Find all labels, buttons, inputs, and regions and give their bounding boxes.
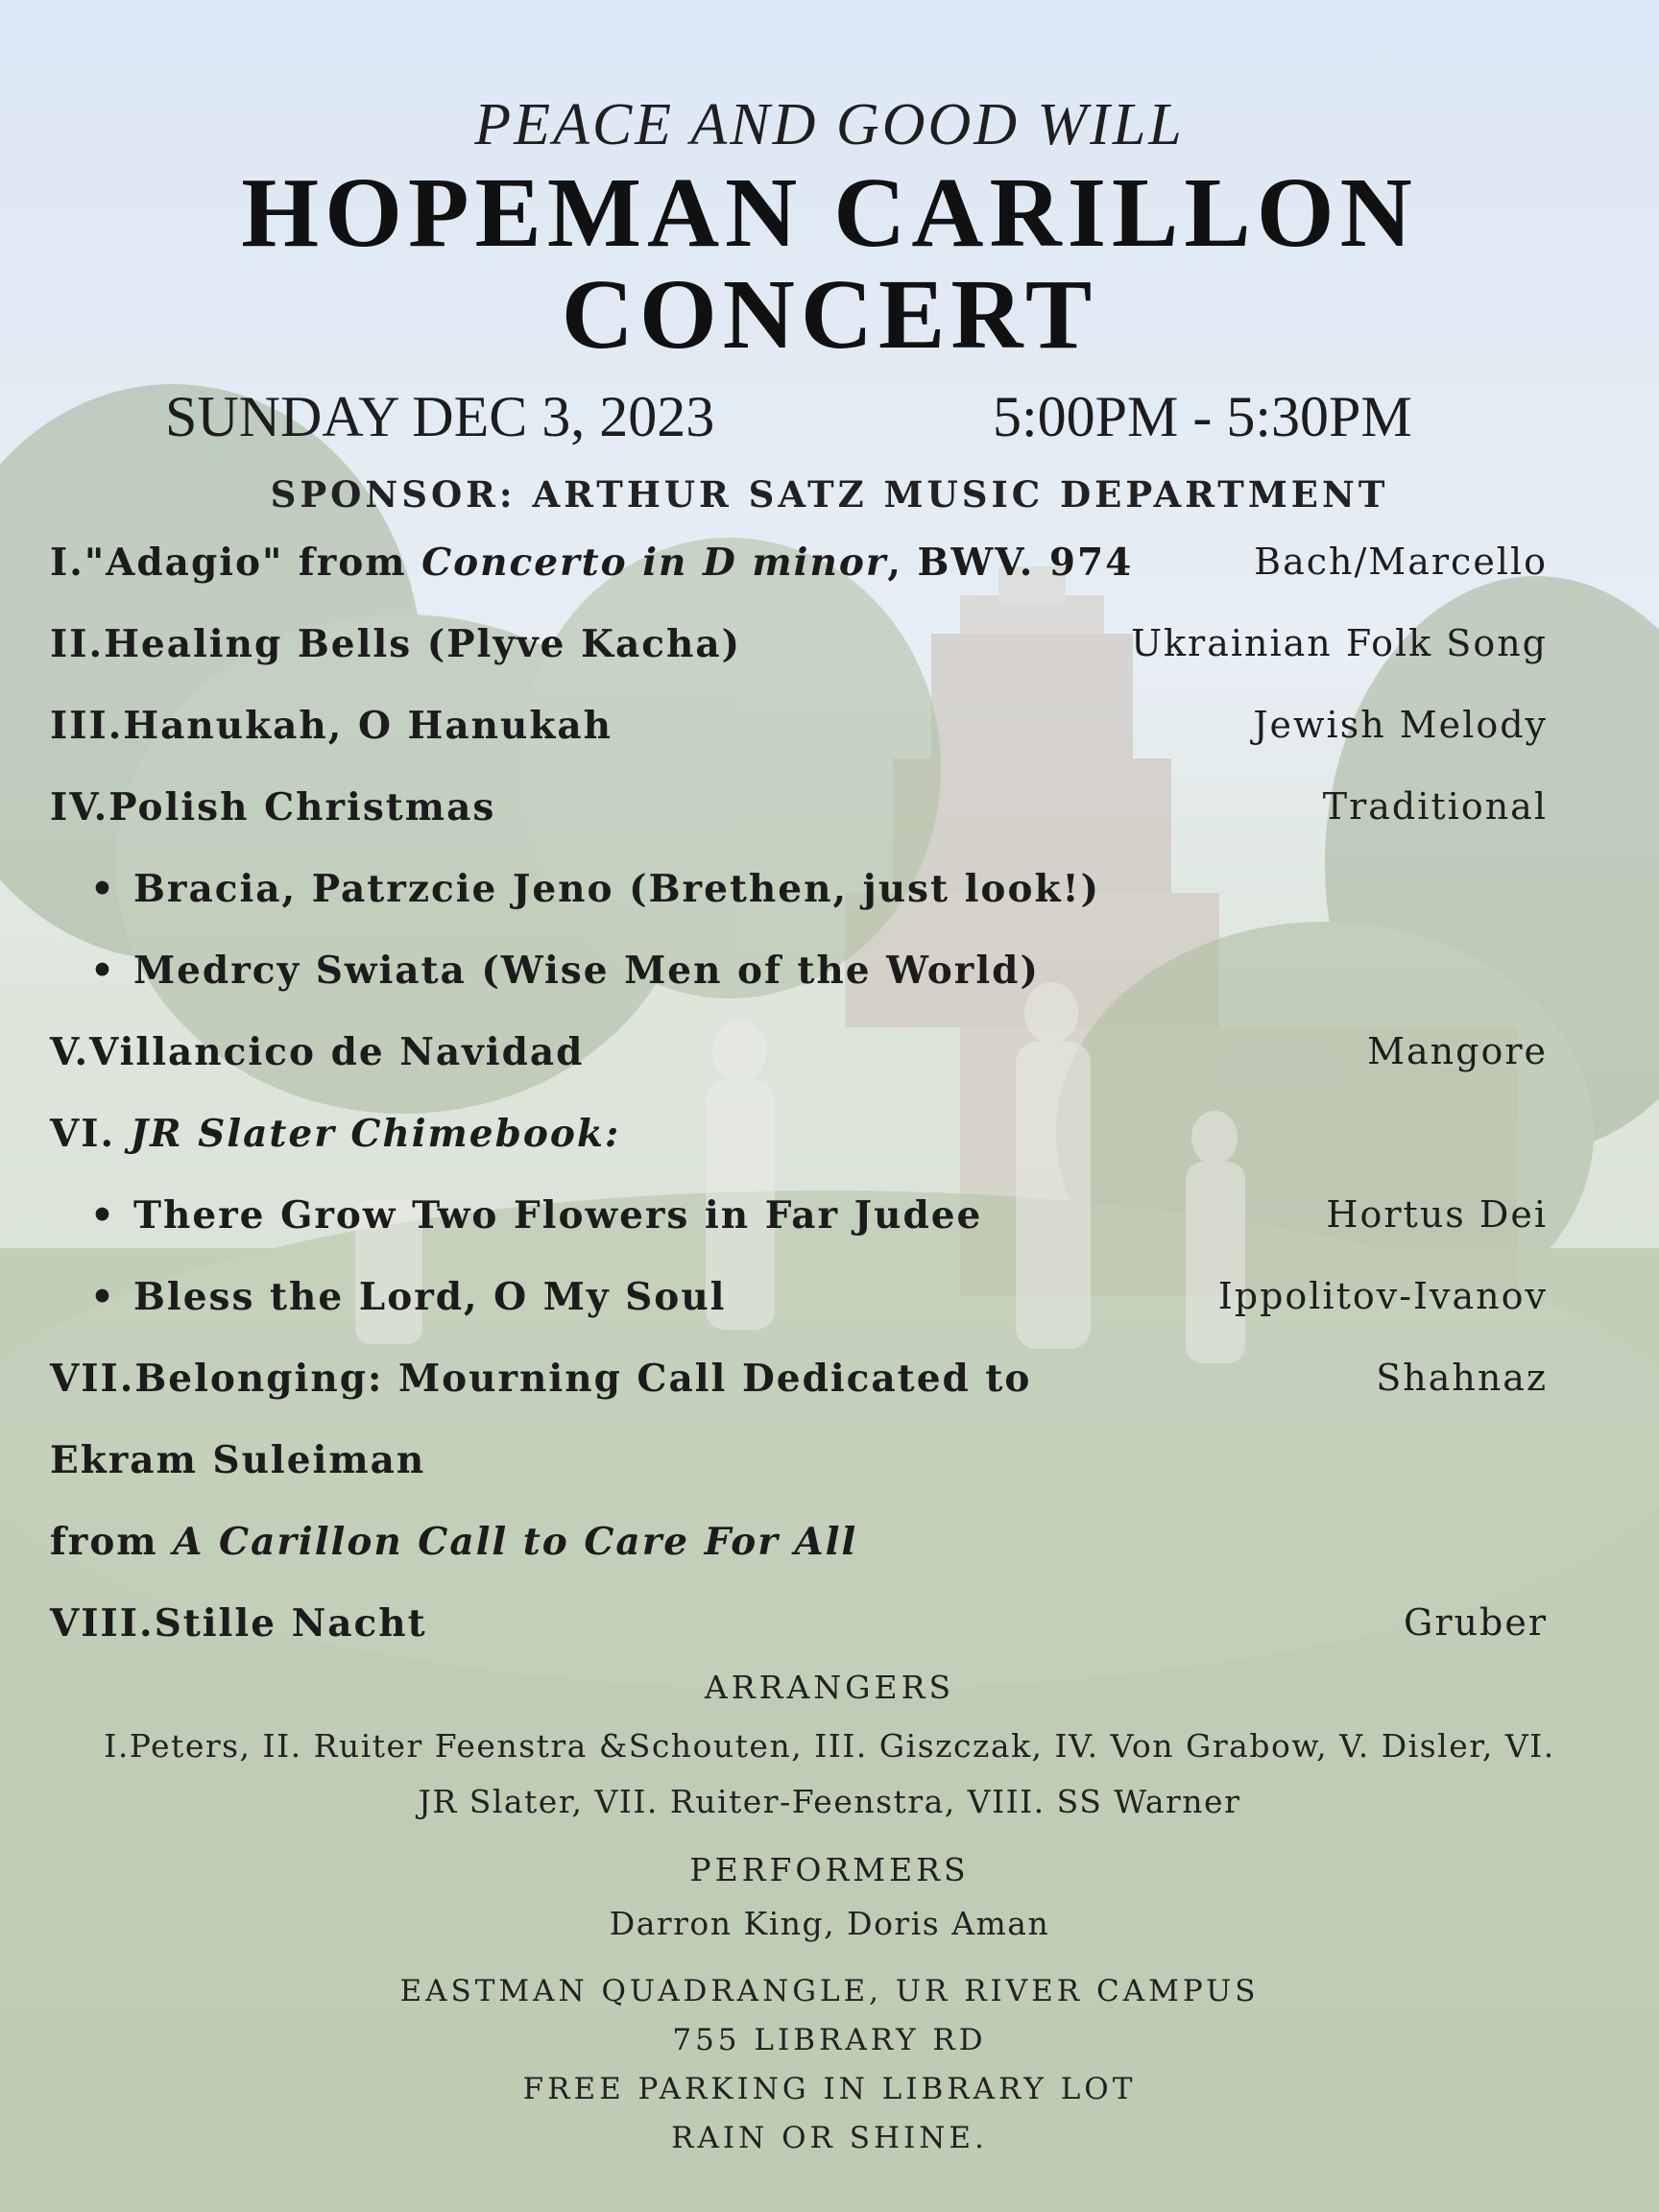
piece-work: JR Slater Chimebook:	[130, 1112, 621, 1156]
piece-work: A Carillon Call to Care For All	[173, 1520, 858, 1564]
venue-address: 755 LIBRARY RD	[672, 2023, 987, 2057]
composer: Ukrainian Folk Song	[1131, 622, 1548, 664]
program-item-7	[50, 1357, 1548, 1414]
program-item-1	[50, 541, 1548, 598]
bullet-icon: •	[90, 949, 116, 993]
poster-title-line1: HOPEMAN CARILLON	[241, 157, 1418, 268]
event-time: 5:00PM - 5:30PM	[993, 385, 1412, 448]
piece-title: IV.Polish Christmas	[50, 785, 496, 830]
bullet-icon: •	[90, 1193, 116, 1238]
piece-title	[90, 1275, 727, 1319]
sponsor-line: SPONSOR: ARTHUR SATZ MUSIC DEPARTMENT	[270, 473, 1389, 516]
program-subitem	[50, 867, 1548, 925]
piece-prefix: from	[50, 1520, 174, 1564]
piece-prefix: VI.	[50, 1112, 131, 1156]
composer: Mangore	[1367, 1030, 1548, 1072]
arrangers-line2: JR Slater, VII. Ruiter-Feenstra, VIII. SS Warner	[418, 1783, 1241, 1820]
subpiece-text: Bracia, Patrzcie Jeno (Brethen, just look!)	[132, 867, 1101, 911]
performers-heading: PERFORMERS	[689, 1851, 970, 1888]
program-item-4	[50, 785, 1548, 843]
program-item-3	[50, 704, 1548, 761]
piece-title	[90, 949, 1040, 993]
composer: Traditional	[1322, 785, 1548, 828]
arrangers-line1: I.Peters, II. Ruiter Feenstra &Schouten, III. Giszczak, IV. Von Grabow, V. Disler, VI.	[104, 1727, 1555, 1765]
arrangers-heading: ARRANGERS	[704, 1669, 955, 1706]
composer: Shahnaz	[1376, 1357, 1548, 1399]
piece-title	[50, 1520, 857, 1564]
program-subitem	[50, 1275, 1548, 1333]
piece-title: III.Hanukah, O Hanukah	[50, 704, 613, 748]
piece-prefix: I."Adagio" from	[50, 541, 422, 585]
poster-title-line2: CONCERT	[561, 259, 1098, 370]
bullet-icon: •	[90, 1275, 116, 1319]
venue-parking: FREE PARKING IN LIBRARY LOT	[522, 2072, 1137, 2106]
piece-title: Ekram Suleiman	[50, 1438, 426, 1482]
program-subitem	[50, 1193, 1548, 1251]
program-item-7-source	[50, 1520, 1548, 1577]
composer: Ippolitov-Ivanov	[1217, 1275, 1548, 1317]
program-item-8	[50, 1601, 1548, 1659]
piece-title: V.Villancico de Navidad	[50, 1030, 585, 1074]
piece-suffix: , BWV. 974	[887, 541, 1134, 585]
composer: Bach/Marcello	[1254, 541, 1548, 583]
program-item-7-cont	[50, 1438, 1548, 1496]
program-item-5	[50, 1030, 1548, 1088]
bullet-icon: •	[90, 867, 116, 911]
program-item-6	[50, 1112, 1548, 1169]
piece-work: Concerto in D minor	[421, 541, 888, 585]
subpiece-text: There Grow Two Flowers in Far Judee	[132, 1193, 983, 1238]
program-subitem	[50, 949, 1548, 1006]
subpiece-text: Medrcy Swiata (Wise Men of the World)	[132, 949, 1040, 993]
piece-title	[50, 541, 1133, 585]
program-item-2	[50, 622, 1548, 680]
composer: Gruber	[1404, 1601, 1548, 1644]
venue-line1: EASTMAN QUADRANGLE, UR RIVER CAMPUS	[399, 1974, 1260, 2008]
piece-title	[90, 867, 1100, 911]
subpiece-text: Bless the Lord, O My Soul	[132, 1275, 727, 1319]
piece-title: VII.Belonging: Mourning Call Dedicated to	[50, 1357, 1032, 1401]
composer: Hortus Dei	[1326, 1193, 1548, 1236]
performers-names: Darron King, Doris Aman	[609, 1905, 1050, 1942]
event-date: SUNDAY DEC 3, 2023	[165, 385, 715, 448]
piece-title: II.Healing Bells (Plyve Kacha)	[50, 622, 742, 666]
poster-subtitle: PEACE AND GOOD WILL	[474, 92, 1185, 157]
piece-title	[50, 1112, 620, 1156]
piece-title: VIII.Stille Nacht	[50, 1601, 427, 1646]
composer: Jewish Melody	[1253, 704, 1548, 746]
piece-title	[90, 1193, 982, 1238]
venue-weather: RAIN OR SHINE.	[671, 2121, 988, 2155]
